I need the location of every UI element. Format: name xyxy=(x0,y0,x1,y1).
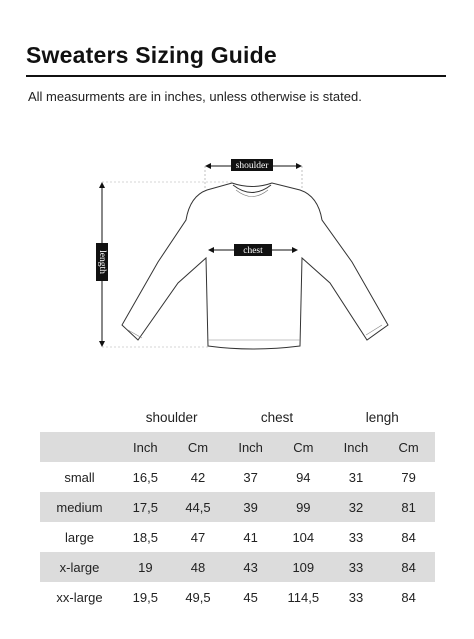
table-cell: 47 xyxy=(190,529,206,545)
table-cell: 17,5 xyxy=(119,492,172,522)
table-cell: 84 xyxy=(401,529,416,545)
table-row xyxy=(40,462,435,492)
table-row xyxy=(40,552,435,582)
sweater-outline xyxy=(122,183,388,349)
length-arrowhead-top xyxy=(99,182,105,188)
unit-header: Inch xyxy=(224,432,277,462)
length-arrowhead-bottom xyxy=(99,341,105,347)
table-cell: 104 xyxy=(292,529,315,545)
unit-header: Inch xyxy=(119,432,172,462)
size-label: large xyxy=(65,529,94,545)
group-header-shoulder: shoulder xyxy=(145,409,198,425)
table-cell: 19,5 xyxy=(132,589,158,605)
table-row xyxy=(40,492,435,522)
table-cell: 16,5 xyxy=(132,469,158,485)
size-table xyxy=(40,402,435,612)
table-cell: 33 xyxy=(348,529,364,545)
table-cell: 49,5 xyxy=(185,589,211,605)
shoulder-arrowhead-right xyxy=(296,163,302,169)
table-cell: 84 xyxy=(382,552,435,582)
unit-header: Inch xyxy=(330,432,383,462)
table-cell: 44,5 xyxy=(172,492,225,522)
unit-header: Cm xyxy=(382,432,435,462)
table-cell: 94 xyxy=(296,469,311,485)
table-row xyxy=(40,522,435,552)
table-cell: 33 xyxy=(330,552,383,582)
unit-header: Cm xyxy=(277,432,330,462)
group-header-length: lengh xyxy=(365,409,399,425)
size-label: x-large xyxy=(40,552,119,582)
shoulder-arrowhead-left xyxy=(205,163,211,169)
size-label: medium xyxy=(40,492,119,522)
shoulder-label: shoulder xyxy=(235,161,269,171)
chest-label: chest xyxy=(243,246,263,256)
length-label: length xyxy=(97,250,107,274)
table-cell: 43 xyxy=(224,552,277,582)
sweater-diagram xyxy=(0,140,474,365)
table-cell: 45 xyxy=(243,589,258,605)
size-label: small xyxy=(64,469,95,485)
table-cell: 19 xyxy=(119,552,172,582)
page-title: Sweaters Sizing Guide xyxy=(26,42,277,68)
table-cell: 114,5 xyxy=(287,589,320,605)
unit-header: Cm xyxy=(172,432,225,462)
table-cell: 41 xyxy=(243,529,258,545)
table-cell: 79 xyxy=(401,469,416,485)
table-cell: 37 xyxy=(243,469,258,485)
group-header-chest: chest xyxy=(260,409,294,425)
table-cell: 33 xyxy=(348,589,364,605)
table-cell: 39 xyxy=(224,492,277,522)
table-group-header xyxy=(40,402,435,432)
table-cell: 18,5 xyxy=(132,529,158,545)
table-cell: 31 xyxy=(348,469,364,485)
table-unit-header xyxy=(40,432,435,462)
measurement-note: All measurments are in inches, unless otherwise is stated. xyxy=(28,89,362,104)
table-cell: 32 xyxy=(330,492,383,522)
table-cell: 84 xyxy=(401,589,416,605)
table-cell: 42 xyxy=(190,469,206,485)
table-row xyxy=(40,582,435,612)
size-label: xx-large xyxy=(56,589,103,605)
title-divider xyxy=(26,75,446,77)
table-cell: 81 xyxy=(382,492,435,522)
table-cell: 99 xyxy=(277,492,330,522)
table-cell: 109 xyxy=(277,552,330,582)
table-cell: 48 xyxy=(172,552,225,582)
